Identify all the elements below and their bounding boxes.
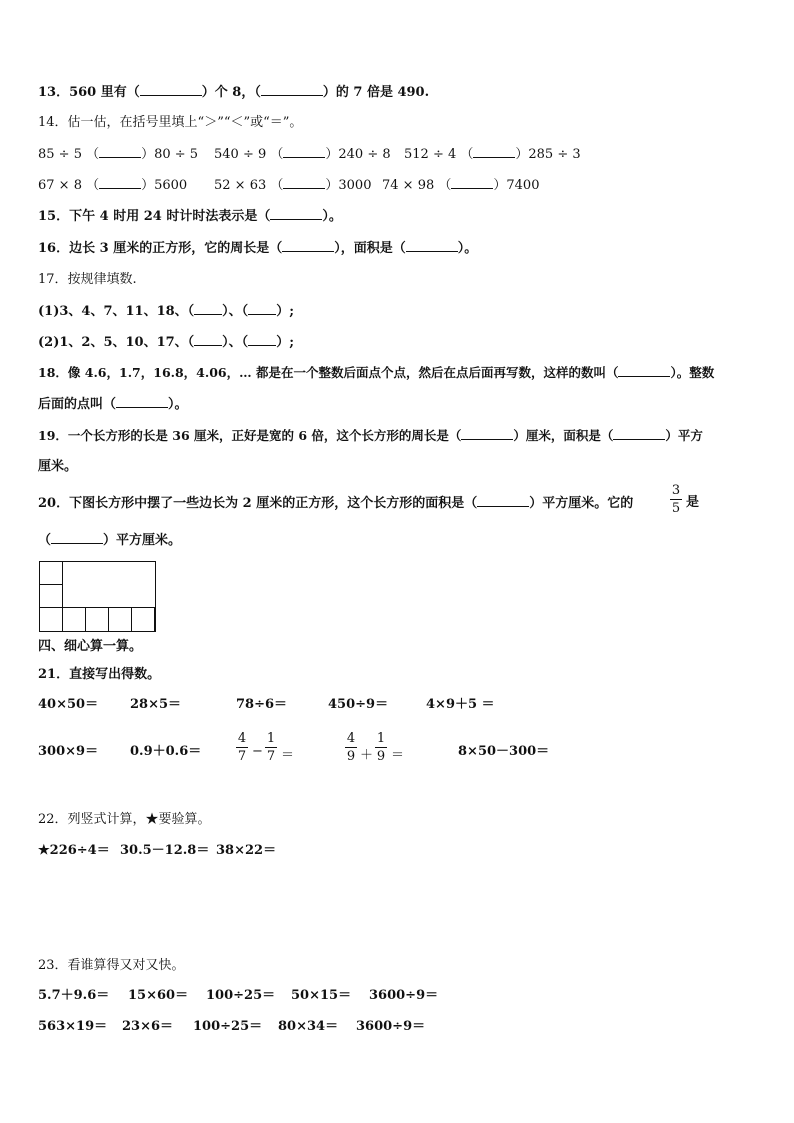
q14-r2-a: 67 × 8 （ ）5600 [38,178,188,193]
answer-blank[interactable] [283,177,325,189]
square-cell [62,607,86,632]
answer-blank[interactable] [613,428,665,440]
square-cell [39,561,63,585]
answer-blank[interactable] [406,240,458,252]
answer-blank[interactable] [283,146,325,158]
question-23-title: 23．看谁算得又对又快。 [38,958,185,973]
q23-item: 3600÷9＝ [369,988,439,1003]
q23-row-2 [38,1019,458,1035]
q21-item: 450÷9＝ [328,697,389,712]
fraction: 1 9 [376,731,386,764]
question-13 [38,84,429,101]
q14-row-2 [38,177,778,193]
q21-row-1 [38,697,558,713]
q23-item: 23×6＝ [122,1019,174,1034]
square-cell [39,607,63,632]
q23-item: 5.7＋9.6＝ [38,988,110,1003]
answer-blank[interactable] [99,177,141,189]
answer-blank[interactable] [248,334,276,346]
answer-blank[interactable] [473,146,515,158]
minus-sign: − [252,744,263,759]
question-16: 16．边长 3 厘米的正方形，它的周长是（ ），面积是（ ）。 [38,241,478,256]
q21-item: 300×9＝ [38,744,99,759]
q13-text-b: ）个 8，（ [201,85,261,100]
q22-row [38,843,338,859]
q23-item: 80×34＝ [278,1019,339,1034]
fraction-three-fifths: 3 5 [671,483,681,516]
q23-item: 100÷25＝ [206,988,276,1003]
answer-blank[interactable] [99,146,141,158]
q14-r1-a: 85 ÷ 5 （ ）80 ÷ 5 [38,147,199,162]
q21-item: 8×50－300＝ [458,744,550,759]
q14-row-1 [38,146,778,162]
answer-blank[interactable] [194,303,222,315]
question-14-title: 14．估一估，在括号里填上“＞”“＜”或“＝”。 [38,115,303,130]
question-17-part-2: (2)1、2、5、10、17、（ ）、（ ）; [38,335,294,350]
question-19-line-1: 19．一个长方形的长是 36 厘米，正好是宽的 6 倍，这个长方形的周长是（ ）厘米，面积是（ ）平方 [38,428,703,443]
answer-blank[interactable] [194,334,222,346]
q21-row-2 [38,744,578,760]
q20-text-c: 是 [686,495,700,510]
equals-sign: ＝ [281,748,295,763]
q21-item: 78÷6＝ [236,697,288,712]
q23-item: 563×19＝ [38,1019,108,1034]
q23-item: 3600÷9＝ [356,1019,426,1034]
answer-blank[interactable] [270,208,322,220]
q14-r2-c: 74 × 98 （ ）7400 [382,178,540,193]
q23-item: 100÷25＝ [193,1019,263,1034]
question-19-line-2: 厘米。 [38,459,78,474]
fraction: 1 7 [266,731,276,764]
q22-item: 38×22＝ [216,843,277,858]
question-17-title: 17．按规律填数. [38,272,137,287]
fraction: 4 9 [346,731,356,764]
q22-item: 30.5－12.8＝ [120,843,210,858]
q13-text-a: 13．560 里有（ [38,85,140,100]
answer-blank[interactable] [461,428,513,440]
question-20-line-1: 20．下图长方形中摆了一些边长为 2 厘米的正方形，这个长方形的面积是（ ）平方厘米。它的 [38,496,634,511]
answer-blank[interactable] [618,365,670,377]
q21-item: 40×50＝ [38,697,99,712]
equals-sign: ＝ [391,748,405,763]
q14-r1-b: 540 ÷ 9 （ ）240 ÷ 8 [214,147,391,162]
question-18-line-2: 后面的点叫（ ）。 [38,397,188,412]
section-4-heading: 四、细心算一算。 [38,639,143,654]
rectangle-figure [39,561,156,632]
answer-blank[interactable] [51,532,103,544]
answer-blank[interactable] [477,495,529,507]
square-cell [39,584,63,608]
question-22-title: 22．列竖式计算，★要验算。 [38,812,211,827]
q23-item: 15×60＝ [128,988,189,1003]
q21-item: 4×9＋5 ＝ [426,697,495,712]
question-17-part-1: (1)3、4、7、11、18、（ ）、（ ）; [38,304,294,319]
q14-r1-c: 512 ÷ 4 （ ）285 ÷ 3 [404,147,581,162]
q13-text-c: ）的 7 倍是 490. [322,85,430,100]
fraction: 4 7 [237,731,247,764]
q21-item: 28×5＝ [130,697,182,712]
question-18-line-1: 18．像 4.6，1.7，16.8，4.06，… 都是在一个整数后面点个点，然后在点后面再写数，这样的数叫（ ）。整数 [38,365,715,380]
question-15: 15．下午 4 时用 24 时计时法表示是（ ）。 [38,209,342,224]
answer-blank[interactable] [282,240,334,252]
answer-blank[interactable] [451,177,493,189]
plus-sign: ＋ [360,748,374,763]
square-cell [108,607,132,632]
answer-blank[interactable] [140,84,202,96]
q22-item: ★226÷4＝ [38,843,110,858]
square-cell [131,607,155,632]
question-20-line-2: （ ）平方厘米。 [38,533,182,548]
q21-item: 0.9＋0.6＝ [130,744,202,759]
q23-row-1 [38,988,458,1004]
question-21-title: 21．直接写出得数。 [38,667,161,682]
q14-r2-b: 52 × 63 （ ）3000 [214,178,372,193]
answer-blank[interactable] [116,396,168,408]
answer-blank[interactable] [248,303,276,315]
square-cell [85,607,109,632]
q23-item: 50×15＝ [291,988,352,1003]
answer-blank[interactable] [261,84,323,96]
